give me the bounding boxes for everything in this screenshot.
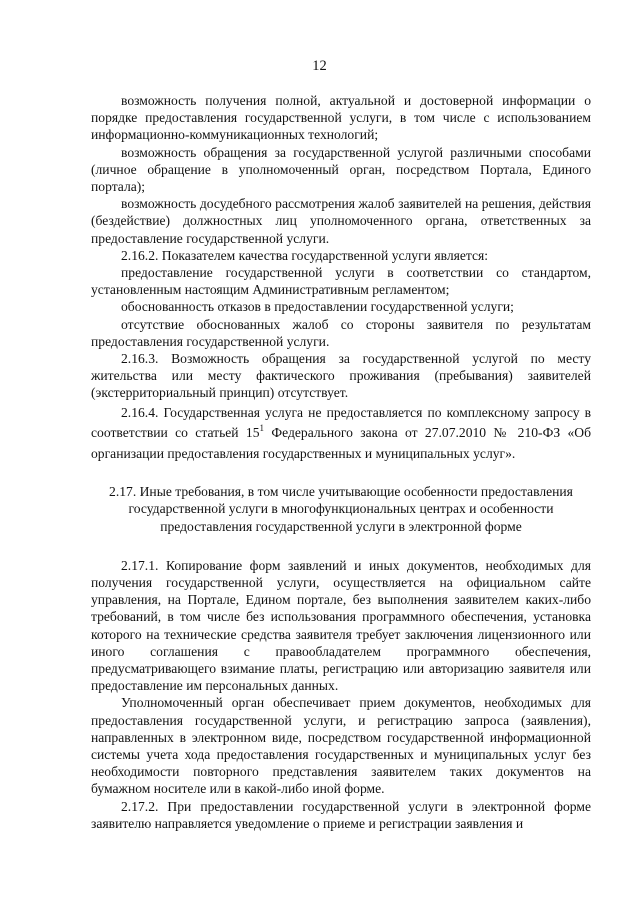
- paragraph-2-17-2: 2.17.2. При предоставлении государственной услуги в электронной форме заявителю направляется уведомление о приеме и регистрации заявления и: [91, 798, 591, 831]
- paragraph-2-16-2: 2.16.2. Показателем качества государственной услуги является:: [121, 247, 489, 263]
- paragraph-contact-methods: возможность обращения за государственной услугой различными способами (личное обращение в уполномоченный орган, посредством Портала, Единого портала);: [91, 144, 591, 195]
- section-heading-2-17: 2.17. Иные требования, в том числе учитывающие особенности предоставления государственной услуги в многофункциональных центрах и особенности предоставления государственной услуги в электронной форме: [109, 484, 573, 534]
- paragraph-info-availability: возможность получения полной, актуальной и достоверной информации о порядке предоставления государственной услуги, в том числе с использованием информационно-коммуникационных технологий;: [91, 93, 591, 143]
- paragraph-2-16-3: 2.16.3. Возможность обращения за государственной услугой по месту жительства или месту фактического проживания (пребывания) заявителей (экстерриториальный принцип) отсутствует.: [91, 351, 591, 401]
- paragraph-document-intake: Уполномоченный орган обеспечивает прием документов, необходимых для предоставления государственной услуги, и регистрацию запроса (заявления), направленных в электронном виде, посредством государственной информационной системы учета хода предоставления государственных и муниципальных услуг без необходимости повторного представления заявителем таких документов на бумажном носителе или в какой-либо иной форме.: [91, 695, 591, 797]
- document-body: [91, 92, 591, 832]
- paragraph-2-16-4-text-end: Федерального закона от 27.07.2010 № 210-ФЗ «Об организации предоставления государственных и муниципальных услуг».: [91, 425, 591, 461]
- article-superscript: 1: [259, 423, 265, 434]
- paragraph-2-17-1: 2.17.1. Копирование форм заявлений и иных документов, необходимых для получения государственной услуги, осуществляется на официальном сайте управления, на Портале, Едином портале, без выполнения заявителем каких-либо требований, в том числе без использования программного обеспечения, установка которого на технические средства заявителя требует заключения лицензионного или иного соглашения с правообладателем программного обеспечения, предусматривающего взимание платы, регистрацию или авторизацию заявителя или предоставление им персональных данных.: [91, 557, 591, 694]
- paragraph-no-complaints: отсутствие обоснованных жалоб со стороны заявителя по результатам предоставления государственной услуги.: [91, 316, 591, 349]
- page-number: 12: [312, 58, 327, 74]
- paragraph-standard-compliance: предоставление государственной услуги в соответствии со стандартом, установленным настоящим Административным регламентом;: [91, 265, 591, 298]
- paragraph-refusal-validity: обоснованность отказов в предоставлении государственной услуги;: [121, 299, 514, 315]
- paragraph-2-16-4: [91, 403, 591, 465]
- paragraph-pretrial-complaints: возможность досудебного рассмотрения жалоб заявителей на решения, действия (бездействие) должностных лиц уполномоченного органа, ответственных за предоставление государственной услуги.: [91, 196, 591, 246]
- paragraph-2-16-4-text-start: 2.16.4. Государственная услуга не предоставляется по комплексному запросу в соответствии со статьей 15: [91, 404, 591, 441]
